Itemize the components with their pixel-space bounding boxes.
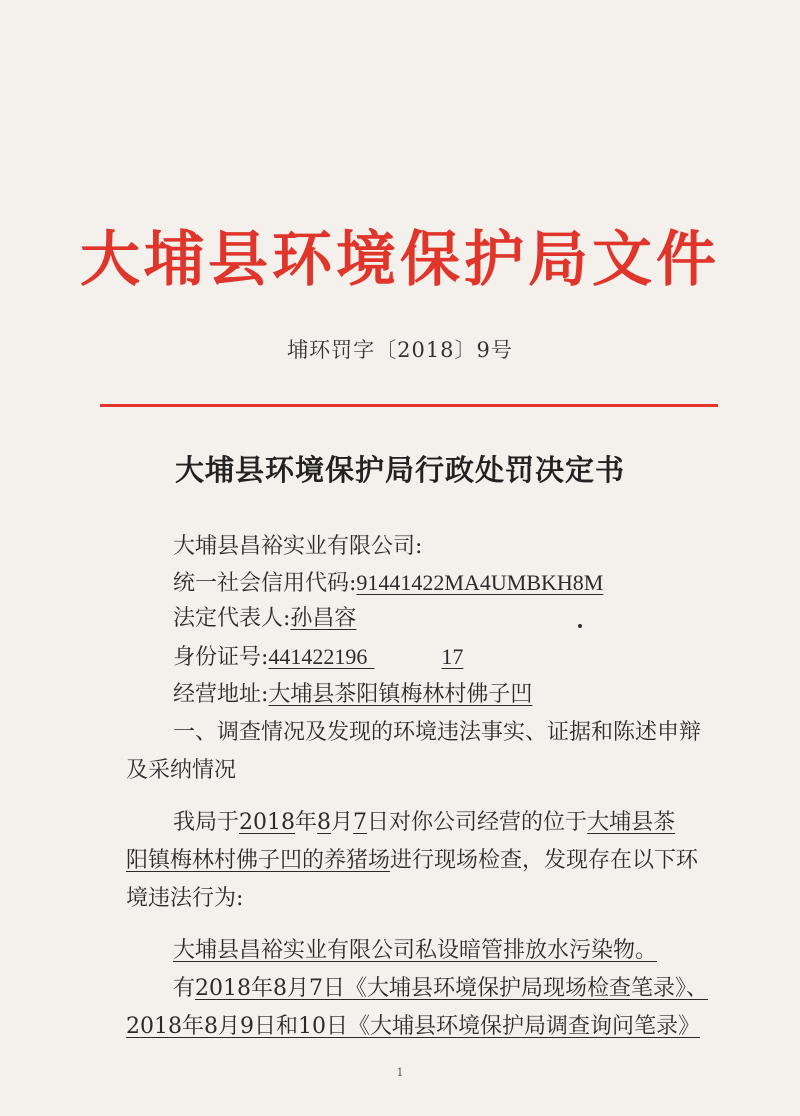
evidence-record2: 2018年8月9日和10日《大埔县环境保护局调查询问笔录》 [126,1014,700,1039]
para1-prefix: 我局于 [173,810,240,835]
credit-code-row [173,568,603,599]
legal-rep-row [173,604,356,634]
day-unit: 日对你公司经营的位于 [367,810,588,835]
company-name: 大埔县昌裕实业有限公司: [173,534,423,559]
violation-line [173,936,657,966]
para1-line3: 境违法行为: [126,886,244,911]
evidence-prefix: 有 [173,976,196,1001]
evidence-line2 [126,1012,700,1042]
document-title: 大埔县环境保护局行政处罚决定书 [174,453,625,487]
inspection-month: 8 [317,810,332,835]
address-row [173,680,532,710]
para1-line2-rest: 进行现场检查，发现存在以下环 [390,848,699,873]
para1-line2 [126,846,698,876]
evidence-record1: 2018年8月7日《大埔县环境保护局现场检查笔录》、 [195,976,708,1001]
id-number-redacted [367,643,441,673]
id-number-row [173,642,463,673]
page-number: 1 [396,1066,404,1079]
month-unit: 月 [331,810,354,835]
legal-rep-name: 孙昌容 [290,606,357,631]
year-unit: 年 [295,810,318,835]
para1-line1 [173,808,675,838]
credit-code-value: 91441422MA4UMBKH8M [356,570,604,595]
id-number-label: 身份证号: [173,645,269,670]
legal-rep-label: 法定代表人: [173,606,291,631]
section1-heading-line2: 及采纳情况 [126,758,237,783]
document-number: 埔环罚字〔2018〕9号 [287,338,513,362]
section1-heading-line1: 一、调查情况及发现的环境违法事实、证据和陈述申辩 [173,720,702,745]
location-part1: 大埔县茶 [587,810,676,835]
header-title: 大埔县环境保护局文件 [80,225,720,295]
stray-mark [578,624,582,628]
evidence-line1 [173,974,708,1004]
red-divider [100,404,718,407]
inspection-year: 2018 [239,810,296,835]
id-number-end: 17 [441,644,464,669]
address-label: 经营地址: [173,682,269,707]
location-part2: 阳镇梅林村佛子凹的养猪场 [126,848,391,873]
id-number-start: 441422196 [268,644,368,669]
address-value: 大埔县茶阳镇梅林村佛子凹 [268,682,533,707]
credit-code-label: 统一社会信用代码: [173,571,357,596]
violation-text: 大埔县昌裕实业有限公司私设暗管排放水污染物。 [173,938,658,963]
inspection-day: 7 [353,810,368,835]
